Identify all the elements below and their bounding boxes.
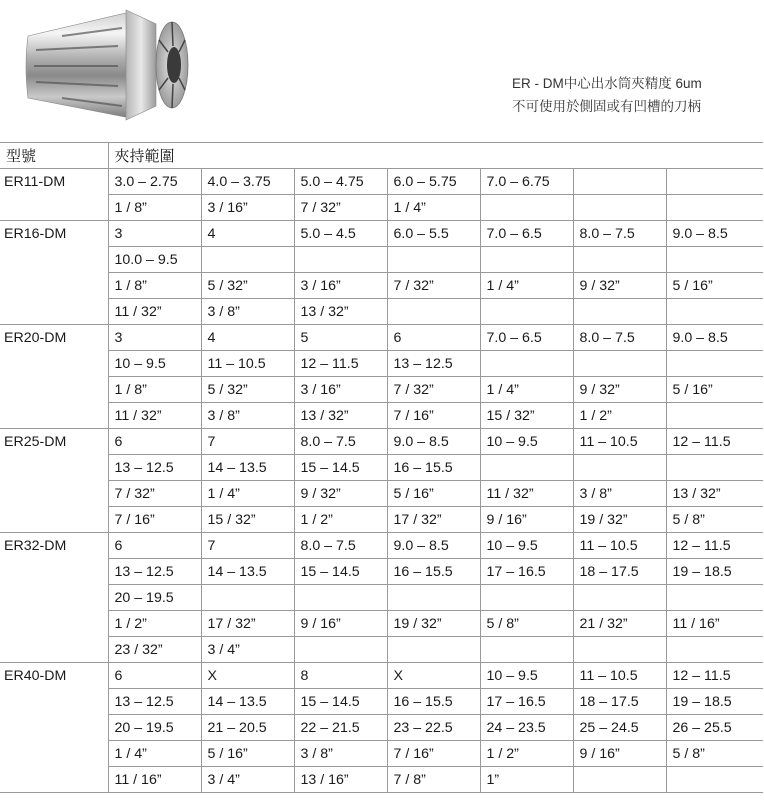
range-cell: [480, 195, 573, 221]
range-cell: 10 – 9.5: [480, 429, 573, 455]
range-cell: 10 – 9.5: [480, 663, 573, 689]
range-cell: [666, 169, 763, 195]
range-cell: 6.0 – 5.75: [387, 169, 480, 195]
range-cell: 17 / 32”: [387, 507, 480, 533]
range-cell: 17 – 16.5: [480, 559, 573, 585]
range-cell: 15 – 14.5: [294, 455, 387, 481]
range-cell: [387, 299, 480, 325]
range-cell: 13 / 16”: [294, 767, 387, 793]
range-cell: 7 / 16”: [387, 741, 480, 767]
range-cell: 7 / 32”: [294, 195, 387, 221]
range-cell: 3: [108, 325, 201, 351]
range-cell: [573, 195, 666, 221]
range-cell: 11 – 10.5: [573, 533, 666, 559]
range-cell: 1 / 4”: [480, 377, 573, 403]
range-cell: [573, 455, 666, 481]
table-row: [0, 273, 763, 299]
range-cell: 7.0 – 6.5: [480, 325, 573, 351]
model-cell: ER40-DM: [0, 663, 108, 689]
model-cell-empty: [0, 689, 108, 715]
range-cell: 15 – 14.5: [294, 559, 387, 585]
range-cell: 5.0 – 4.5: [294, 221, 387, 247]
range-cell: [480, 247, 573, 273]
range-cell: 1 / 2”: [108, 611, 201, 637]
range-cell: 9 / 16”: [480, 507, 573, 533]
range-cell: 11 / 16”: [666, 611, 763, 637]
range-cell: [666, 585, 763, 611]
range-cell: 12 – 11.5: [666, 533, 763, 559]
model-cell-empty: [0, 481, 108, 507]
range-cell: 5 / 8”: [666, 507, 763, 533]
range-cell: [573, 637, 666, 663]
range-cell: [294, 637, 387, 663]
range-cell: 3: [108, 221, 201, 247]
table-row: [0, 299, 763, 325]
range-cell: 1 / 4”: [201, 481, 294, 507]
range-cell: 6: [108, 429, 201, 455]
range-cell: 13 / 32”: [294, 299, 387, 325]
range-cell: 8.0 – 7.5: [294, 533, 387, 559]
range-cell: [573, 767, 666, 793]
table-row: [0, 169, 763, 195]
range-cell: 1 / 2”: [573, 403, 666, 429]
range-cell: 9.0 – 8.5: [666, 325, 763, 351]
range-cell: 14 – 13.5: [201, 455, 294, 481]
table-row: [0, 507, 763, 533]
range-cell: [666, 455, 763, 481]
range-cell: 19 – 18.5: [666, 689, 763, 715]
range-cell: 11 / 32”: [108, 299, 201, 325]
model-cell: ER25-DM: [0, 429, 108, 455]
range-cell: 17 – 16.5: [480, 689, 573, 715]
range-cell: 7: [201, 429, 294, 455]
range-cell: [294, 247, 387, 273]
range-cell: 7: [201, 533, 294, 559]
model-cell-empty: [0, 195, 108, 221]
range-cell: 22 – 21.5: [294, 715, 387, 741]
range-cell: 13 – 12.5: [108, 689, 201, 715]
range-cell: 13 – 12.5: [108, 559, 201, 585]
range-cell: [387, 637, 480, 663]
range-cell: 19 / 32”: [573, 507, 666, 533]
range-cell: [480, 299, 573, 325]
range-cell: 3 / 4”: [201, 637, 294, 663]
model-cell: ER20-DM: [0, 325, 108, 351]
range-cell: [387, 585, 480, 611]
range-cell: 3 / 16”: [201, 195, 294, 221]
range-cell: 26 – 25.5: [666, 715, 763, 741]
model-cell: ER32-DM: [0, 533, 108, 559]
header-clamping-range: 夾持範圍: [108, 143, 763, 169]
table-row: [0, 585, 763, 611]
range-cell: 7 / 32”: [108, 481, 201, 507]
table-row: [0, 221, 763, 247]
range-cell: 14 – 13.5: [201, 559, 294, 585]
range-cell: 1 / 8”: [108, 377, 201, 403]
range-cell: 5 / 16”: [387, 481, 480, 507]
model-cell-empty: [0, 715, 108, 741]
range-cell: 24 – 23.5: [480, 715, 573, 741]
range-cell: 1 / 2”: [480, 741, 573, 767]
table-row: [0, 741, 763, 767]
range-cell: 3 / 8”: [294, 741, 387, 767]
range-cell: 16 – 15.5: [387, 455, 480, 481]
range-cell: [573, 247, 666, 273]
model-cell-empty: [0, 585, 108, 611]
table-row: [0, 533, 763, 559]
model-cell: ER16-DM: [0, 221, 108, 247]
range-cell: 4.0 – 3.75: [201, 169, 294, 195]
model-cell-empty: [0, 767, 108, 793]
range-cell: [573, 351, 666, 377]
range-cell: 7 / 32”: [387, 273, 480, 299]
range-cell: [480, 637, 573, 663]
range-cell: X: [201, 663, 294, 689]
range-cell: [666, 247, 763, 273]
range-cell: 4: [201, 325, 294, 351]
range-cell: 5 / 16”: [666, 377, 763, 403]
range-cell: [294, 585, 387, 611]
range-cell: 8.0 – 7.5: [573, 325, 666, 351]
range-cell: 9.0 – 8.5: [387, 429, 480, 455]
table-row: [0, 377, 763, 403]
er-collet-image: [22, 6, 190, 124]
range-cell: 19 / 32”: [387, 611, 480, 637]
table-row: [0, 351, 763, 377]
range-cell: 9.0 – 8.5: [666, 221, 763, 247]
range-cell: 3 / 16”: [294, 273, 387, 299]
range-cell: 9.0 – 8.5: [387, 533, 480, 559]
range-cell: 4: [201, 221, 294, 247]
range-cell: 1 / 4”: [480, 273, 573, 299]
table-row: [0, 637, 763, 663]
table-row: [0, 325, 763, 351]
range-cell: [480, 455, 573, 481]
range-cell: 9 / 16”: [573, 741, 666, 767]
range-cell: 6: [108, 663, 201, 689]
table-row: [0, 767, 763, 793]
range-cell: 15 / 32”: [480, 403, 573, 429]
range-cell: 21 / 32”: [573, 611, 666, 637]
range-cell: [666, 637, 763, 663]
model-cell-empty: [0, 559, 108, 585]
range-cell: 3 / 16”: [294, 377, 387, 403]
range-cell: [573, 299, 666, 325]
range-cell: 11 / 32”: [480, 481, 573, 507]
range-cell: 6: [387, 325, 480, 351]
range-cell: 18 – 17.5: [573, 689, 666, 715]
range-cell: 11 / 16”: [108, 767, 201, 793]
range-cell: 3 / 8”: [201, 403, 294, 429]
range-cell: 7 / 8”: [387, 767, 480, 793]
range-cell: 5 / 8”: [480, 611, 573, 637]
range-cell: [480, 351, 573, 377]
range-cell: 9 / 32”: [573, 273, 666, 299]
range-cell: 25 – 24.5: [573, 715, 666, 741]
table-row: [0, 559, 763, 585]
range-cell: [573, 169, 666, 195]
range-cell: 5: [294, 325, 387, 351]
model-cell-empty: [0, 377, 108, 403]
range-cell: 1 / 8”: [108, 273, 201, 299]
table-row: [0, 195, 763, 221]
range-cell: [387, 247, 480, 273]
model-cell-empty: [0, 247, 108, 273]
range-cell: 6: [108, 533, 201, 559]
range-cell: 23 / 32”: [108, 637, 201, 663]
range-cell: 15 / 32”: [201, 507, 294, 533]
table-row: [0, 247, 763, 273]
range-cell: 1 / 4”: [387, 195, 480, 221]
range-cell: 5 / 8”: [666, 741, 763, 767]
range-cell: 7.0 – 6.5: [480, 221, 573, 247]
range-cell: 1 / 8”: [108, 195, 201, 221]
model-cell: ER11-DM: [0, 169, 108, 195]
range-cell: 5 / 16”: [201, 741, 294, 767]
model-cell-empty: [0, 637, 108, 663]
range-cell: 23 – 22.5: [387, 715, 480, 741]
range-cell: [666, 403, 763, 429]
range-cell: 8.0 – 7.5: [294, 429, 387, 455]
range-cell: 12 – 11.5: [666, 663, 763, 689]
range-cell: 10 – 9.5: [108, 351, 201, 377]
range-cell: 9 / 32”: [573, 377, 666, 403]
note-accuracy: ER - DM中心出水筒夾精度 6um: [512, 76, 702, 91]
range-cell: [666, 195, 763, 221]
range-cell: 3 / 8”: [573, 481, 666, 507]
range-cell: 3 / 8”: [201, 299, 294, 325]
range-cell: 13 / 32”: [294, 403, 387, 429]
range-cell: 13 – 12.5: [387, 351, 480, 377]
range-cell: 17 / 32”: [201, 611, 294, 637]
range-cell: 10 – 9.5: [480, 533, 573, 559]
table-row: [0, 455, 763, 481]
range-cell: X: [387, 663, 480, 689]
range-cell: 15 – 14.5: [294, 689, 387, 715]
range-cell: 19 – 18.5: [666, 559, 763, 585]
range-cell: 20 – 19.5: [108, 585, 201, 611]
table-header-row: [0, 143, 763, 169]
range-cell: 3 / 4”: [201, 767, 294, 793]
range-cell: [480, 585, 573, 611]
range-cell: 11 / 32”: [108, 403, 201, 429]
range-cell: [201, 585, 294, 611]
range-cell: 16 – 15.5: [387, 689, 480, 715]
range-cell: 11 – 10.5: [573, 663, 666, 689]
table-row: [0, 611, 763, 637]
range-cell: [666, 351, 763, 377]
model-cell-empty: [0, 507, 108, 533]
clamping-range-table: [0, 142, 763, 793]
collet-note: [512, 72, 702, 118]
range-cell: 9 / 16”: [294, 611, 387, 637]
range-cell: 12 – 11.5: [294, 351, 387, 377]
range-cell: 8: [294, 663, 387, 689]
model-cell-empty: [0, 403, 108, 429]
range-cell: 5 / 16”: [666, 273, 763, 299]
range-cell: 7 / 32”: [387, 377, 480, 403]
range-cell: [666, 767, 763, 793]
range-cell: 16 – 15.5: [387, 559, 480, 585]
range-cell: 20 – 19.5: [108, 715, 201, 741]
range-cell: 5 / 32”: [201, 273, 294, 299]
range-cell: 21 – 20.5: [201, 715, 294, 741]
header-model: 型號: [0, 143, 108, 169]
range-cell: 6.0 – 5.5: [387, 221, 480, 247]
range-cell: 7 / 16”: [108, 507, 201, 533]
range-cell: 13 / 32”: [666, 481, 763, 507]
table-row: [0, 481, 763, 507]
model-cell-empty: [0, 455, 108, 481]
note-restriction: 不可使用於側固或有凹槽的刀柄: [512, 99, 701, 114]
model-cell-empty: [0, 351, 108, 377]
table-row: [0, 429, 763, 455]
range-cell: 12 – 11.5: [666, 429, 763, 455]
range-cell: [666, 299, 763, 325]
range-cell: 3.0 – 2.75: [108, 169, 201, 195]
range-cell: 7.0 – 6.75: [480, 169, 573, 195]
range-cell: 1 / 2”: [294, 507, 387, 533]
range-cell: 13 – 12.5: [108, 455, 201, 481]
table-row: [0, 663, 763, 689]
table-row: [0, 715, 763, 741]
model-cell-empty: [0, 741, 108, 767]
model-cell-empty: [0, 273, 108, 299]
range-cell: 14 – 13.5: [201, 689, 294, 715]
range-cell: 8.0 – 7.5: [573, 221, 666, 247]
range-cell: 11 – 10.5: [201, 351, 294, 377]
range-cell: 18 – 17.5: [573, 559, 666, 585]
model-cell-empty: [0, 299, 108, 325]
range-cell: 10.0 – 9.5: [108, 247, 201, 273]
table-row: [0, 689, 763, 715]
range-cell: [201, 247, 294, 273]
model-cell-empty: [0, 611, 108, 637]
table-row: [0, 403, 763, 429]
range-cell: [573, 585, 666, 611]
range-cell: 7 / 16”: [387, 403, 480, 429]
range-cell: 1”: [480, 767, 573, 793]
range-cell: 5.0 – 4.75: [294, 169, 387, 195]
range-cell: 11 – 10.5: [573, 429, 666, 455]
range-cell: 9 / 32”: [294, 481, 387, 507]
range-cell: 5 / 32”: [201, 377, 294, 403]
range-cell: 1 / 4”: [108, 741, 201, 767]
